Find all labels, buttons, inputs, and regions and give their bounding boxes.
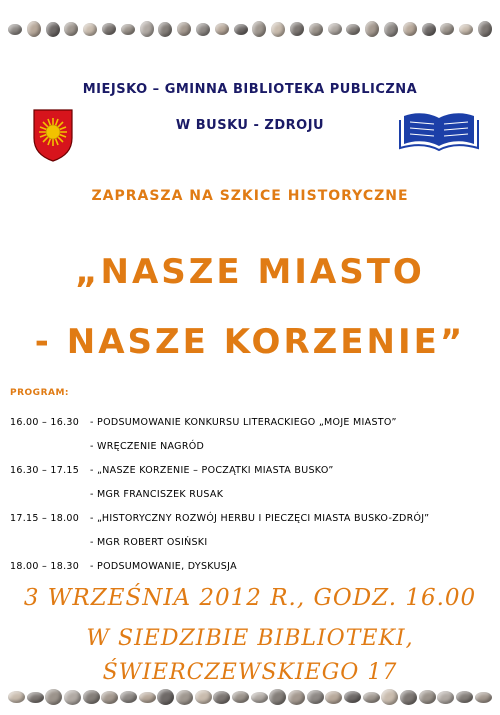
- pebble: [139, 692, 156, 703]
- pebble: [102, 23, 116, 35]
- program-text: - PODSUMOWANIE KONKURSU LITERACKIEGO „MOJE MIASTO”: [90, 417, 397, 428]
- pebble: [344, 691, 361, 703]
- program-text: - MGR ROBERT OSIŃSKI: [90, 537, 208, 548]
- pebble: [252, 21, 266, 37]
- pebble: [456, 691, 473, 703]
- pebble: [419, 690, 436, 704]
- program-time: 16.00 – 16.30: [10, 417, 80, 428]
- program-row: [90, 489, 223, 500]
- pebble: [381, 689, 398, 705]
- pebble: [440, 23, 454, 35]
- event-venue-line-1: W SIEDZIBIE BIBLIOTEKI,: [86, 626, 414, 651]
- pebble: [288, 690, 305, 705]
- pebble: [325, 691, 342, 704]
- coat-of-arms-icon: [32, 108, 74, 162]
- pebble: [215, 23, 229, 35]
- pebble: [177, 22, 191, 36]
- pebble: [83, 23, 97, 36]
- event-venue-line-2: ŚWIERCZEWSKIEGO 17: [102, 660, 398, 685]
- pebble: [422, 23, 436, 36]
- program-row: [90, 537, 207, 548]
- program-label: PROGRAM:: [10, 388, 70, 398]
- pebble: [120, 691, 137, 703]
- program-text: - PODSUMOWANIE, DYSKUSJA: [90, 561, 237, 572]
- pebble: [309, 23, 323, 36]
- pebble: [251, 692, 268, 703]
- pebble: [27, 692, 44, 703]
- pebble: [475, 692, 492, 703]
- pebble: [46, 22, 60, 37]
- event-title-line-1: „NASZE MIASTO: [75, 252, 425, 292]
- pebble: [45, 689, 62, 705]
- pebble: [196, 23, 210, 36]
- pebble: [403, 22, 417, 36]
- event-title-line-2: - NASZE KORZENIE”: [34, 322, 466, 362]
- pebble: [195, 690, 212, 704]
- pebble: [437, 691, 454, 704]
- pebble: [365, 21, 379, 37]
- pebble: [176, 690, 193, 705]
- pebble: [478, 21, 492, 37]
- program-text: - „NASZE KORZENIE – POCZĄTKI MIASTA BUSKO”: [90, 465, 334, 476]
- pebble: [269, 689, 286, 705]
- program-time: 18.00 – 18.30: [10, 561, 80, 572]
- library-location: W BUSKU - ZDROJU: [175, 118, 325, 133]
- pebble: [8, 691, 25, 703]
- pebble: [213, 691, 230, 704]
- pebble: [157, 689, 174, 705]
- decorative-stone-border-bottom: [8, 686, 492, 708]
- pebble: [234, 24, 248, 35]
- pebble: [121, 24, 135, 35]
- pebble: [346, 24, 360, 35]
- program-time: 17.15 – 18.00: [10, 513, 80, 524]
- pebble: [64, 22, 78, 36]
- pebble: [232, 691, 249, 703]
- decorative-stone-border-top: [8, 18, 492, 40]
- program-time: 16.30 – 17.15: [10, 465, 80, 476]
- program-row: [10, 417, 397, 428]
- pebble: [384, 22, 398, 37]
- pebble: [400, 690, 417, 705]
- pebble: [363, 692, 380, 703]
- pebble: [459, 24, 473, 35]
- program-text: - „HISTORYCZNY ROZWÓJ HERBU I PIECZĘCI MIASTA BUSKO-ZDRÓJ”: [90, 513, 430, 524]
- open-book-icon: [398, 108, 480, 152]
- program-row: [10, 561, 237, 572]
- program-row: [10, 465, 334, 476]
- pebble: [83, 690, 100, 704]
- pebble: [64, 690, 81, 705]
- pebble: [101, 691, 118, 704]
- pebble: [158, 22, 172, 37]
- pebble: [140, 21, 154, 37]
- pebble: [8, 24, 22, 35]
- program-row: [90, 441, 204, 452]
- library-name: MIEJSKO – GMINNA BIBLIOTEKA PUBLICZNA: [82, 82, 418, 97]
- pebble: [271, 22, 285, 37]
- program-row: [10, 513, 429, 524]
- pebble: [290, 22, 304, 36]
- event-date: 3 WRZEŚNIA 2012 R., GODZ. 16.00: [23, 585, 477, 611]
- invitation-line: ZAPRASZA NA SZKICE HISTORYCZNE: [91, 188, 409, 204]
- pebble: [27, 21, 41, 37]
- program-text: - WRĘCZENIE NAGRÓD: [90, 441, 205, 452]
- pebble: [307, 690, 324, 704]
- program-text: - MGR FRANCISZEK RUSAK: [90, 489, 224, 500]
- pebble: [328, 23, 342, 35]
